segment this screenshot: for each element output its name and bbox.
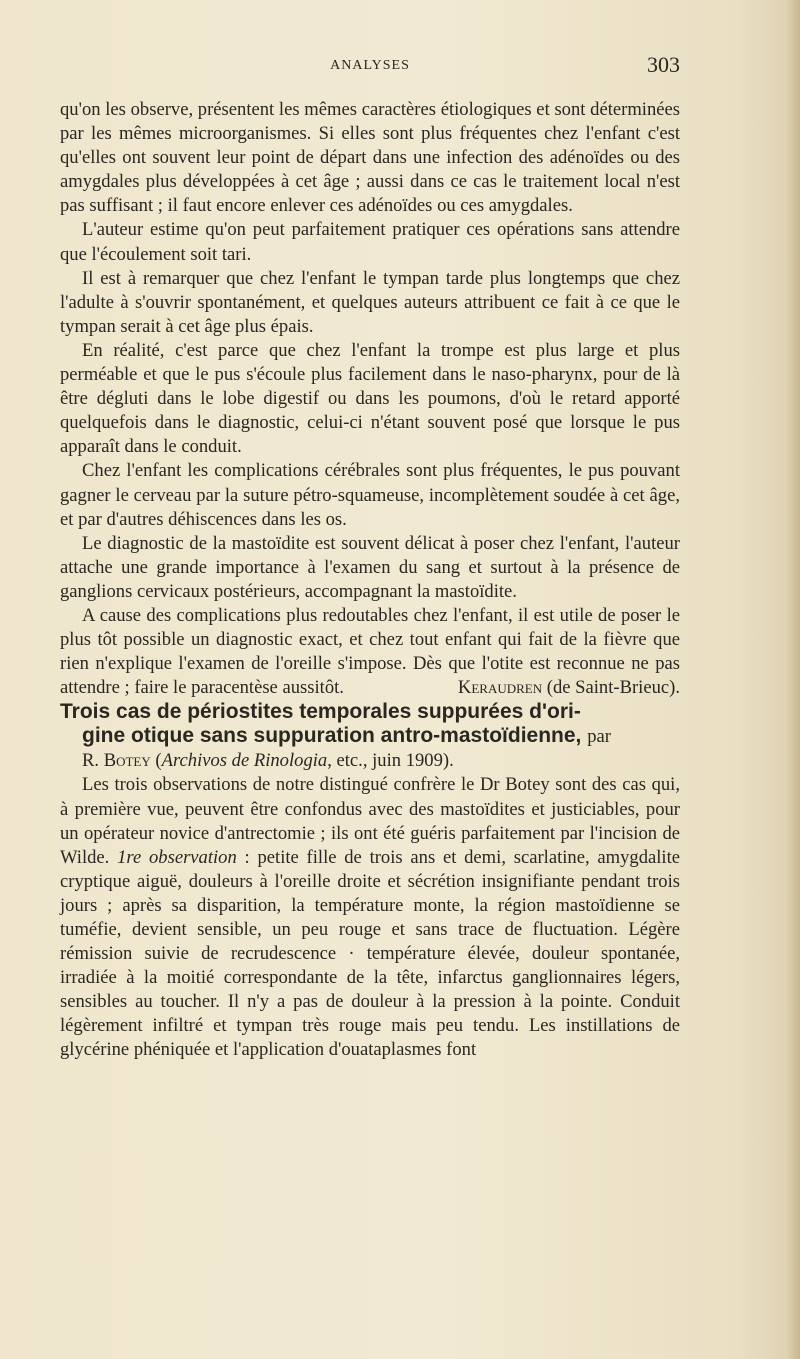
signature-name: Keraudren (457, 677, 543, 699)
running-title: ANALYSES (330, 58, 410, 73)
paragraph: Chez l'enfant les complications cérébrales sont plus fréquentes, le pus pouvant gagner le cerveau par la suture pétro-squameuse, incomplètement soudée à cet âge, et par d'autres déhiscences dans les os. (60, 460, 680, 530)
observation-text: : petite fille de trois ans et demi, scarlatine, amygdalite cryptique aiguë, douleurs à l'oreille droite et sécrétion insignifiante pendant trois jours ; après sa disparition, la température monte, la région mastoïdienne se tuméfie, devient sensible, un peu rouge et sans trace de fluctuation. Légère rémission suivie de recrudescence · température élevée, douleur spontanée, irradiée à la moitié correspondante de la tête, infarctus ganglionnaires légers, sensibles au toucher. Il n'y a pas de douleur à la pression à la pointe. Conduit légèrement infiltré et tympan très rouge mais peu tendu. Les instillations de glycérine phéniquée et l'application d'ouataplasmes font (60, 846, 680, 1061)
source-details: , etc., juin 1909). (327, 750, 454, 772)
page-edge-shadow (786, 0, 800, 1359)
paragraph: L'auteur estime qu'on peut parfaitement pratiquer ces opérations sans attendre que l'écoulement soit tari. (60, 219, 680, 265)
signature (436, 676, 680, 700)
paragraph: Le diagnostic de la mastoïdite est souvent délicat à poser chez l'enfant, l'auteur attache une grande importance à l'examen du sang et surtout à la présence de ganglions cervicaux postérieurs, accompagnant la mastoïdite. (60, 532, 680, 602)
paragraph-text: A cause des complications plus redoutables chez l'enfant, il est utile de poser le plus tôt possible un diagnostic exact, et chez tout enfant qui fait de la fièvre que rien n'explique l'examen de l'oreille s'impose. Dès que l'otite est reconnue ne pas attendre ; faire le paracentèse aussitôt. (60, 604, 680, 699)
article-intro: Les trois observations de notre distingué confrère le Dr Botey sont des cas qui, à première vue, peuvent être confondus avec des mastoïdites et justiciables, pour un opérateur novice d'antrectomie ; ils ont été guéris parfaitement par l'incision de Wilde. (60, 774, 680, 868)
article-title-line1: Trois cas de périostites temporales suppurées d'ori- (60, 700, 581, 724)
paragraph (60, 604, 680, 700)
article-author: R. Botey (82, 750, 151, 772)
source-journal: Archivos de Rinologia (161, 750, 328, 772)
signature-place: (de Saint-Brieuc). (546, 677, 680, 699)
observation-label: 1re observation (117, 846, 237, 868)
article-title (60, 700, 680, 749)
article-byline: R. Botey (Archivos de Rinologia, etc., juin 1909). (82, 750, 454, 772)
paragraph: En réalité, c'est parce que chez l'enfant la trompe est plus large et plus perméable et que le pus s'écoule plus facilement dans le naso-pharynx, pour de là être dégluti dans le lobe digestif ou dans les poumons, d'où le retard apporté quelquefois dans le diagnostic, celui-ci n'étant souvent posé que lorsque le pus apparaît dans le conduit. (60, 339, 680, 458)
body-text (60, 98, 680, 1063)
paragraph (60, 773, 680, 1062)
paragraph: Il est à remarquer que chez l'enfant le tympan tarde plus longtemps que chez l'adulte à s'ouvrir spontanément, et quelques auteurs attribuent ce fait à ce que le tympan serait à cet âge plus épais. (60, 267, 680, 337)
article-title-by: par (587, 726, 611, 748)
paragraph: qu'on les observe, présentent les mêmes caractères étiologiques et sont déterminées par les mêmes microorganismes. Si elles sont plus fréquentes chez l'enfant c'est qu'elles ont souvent leur point de départ dans une infection des adénoïdes ou des amygdales plus développées à cet âge ; aussi dans ce cas le traitement local n'est pas suffisant ; il faut encore enlever ces adénoïdes ou ces amygdales. (60, 99, 680, 217)
page-number: 303 (647, 52, 680, 77)
article-title-line2: gine otique sans suppuration antro-mastoïdienne, (82, 724, 582, 748)
page-header (60, 50, 680, 80)
